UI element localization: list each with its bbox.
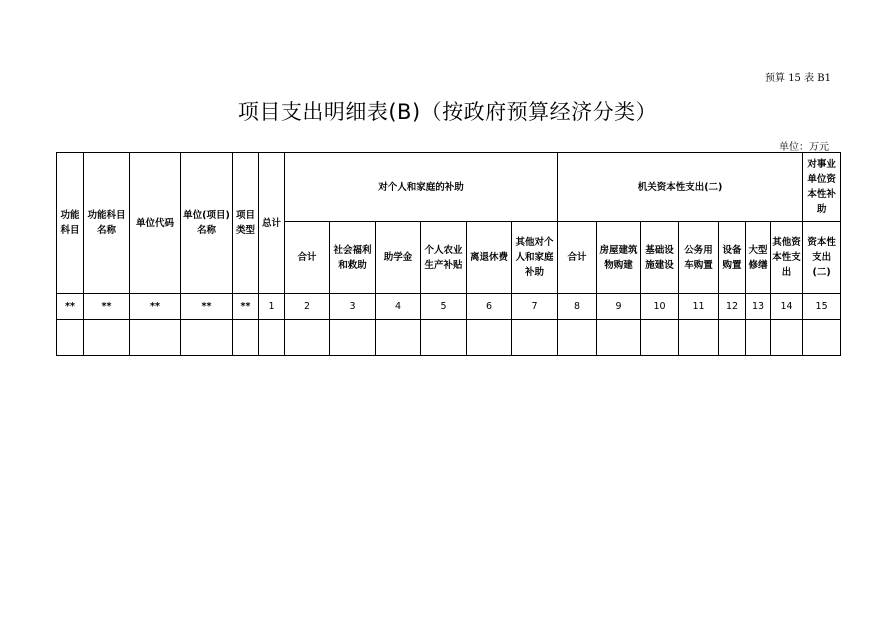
table-cell xyxy=(558,320,597,356)
col-header-unit-code: 单位代码 xyxy=(130,153,181,294)
col-header-equipment: 设备购置 xyxy=(719,222,746,294)
col-header-function-subject: 功能科目 xyxy=(57,153,84,294)
group-header-agency-capital: 机关资本性支出(二) xyxy=(558,153,803,222)
table-cell xyxy=(512,320,558,356)
group-header-enterprise-capital: 对事业单位资本性补助 xyxy=(803,153,841,222)
col-header-scholarship: 助学金 xyxy=(376,222,421,294)
col-header-infrastructure: 基础设施建设 xyxy=(641,222,679,294)
form-code: 预算 15 表 B1 xyxy=(765,73,831,84)
index-cell: 13 xyxy=(746,294,771,320)
col-header-capital-expense-2: 资本性支出(二) xyxy=(803,222,841,294)
table-cell xyxy=(679,320,719,356)
index-cell: 10 xyxy=(641,294,679,320)
col-header-unit-name: 单位(项目)名称 xyxy=(181,153,233,294)
table-cell xyxy=(746,320,771,356)
table-cell xyxy=(233,320,259,356)
index-cell: 8 xyxy=(558,294,597,320)
table-cell xyxy=(467,320,512,356)
index-cell: 15 xyxy=(803,294,841,320)
index-cell: 2 xyxy=(285,294,330,320)
unit-label: 单位：万元 xyxy=(779,142,829,153)
index-cell: 12 xyxy=(719,294,746,320)
col-header-agency-subtotal: 合计 xyxy=(558,222,597,294)
index-cell: ** xyxy=(84,294,130,320)
index-cell: ** xyxy=(57,294,84,320)
table-cell xyxy=(130,320,181,356)
col-header-total: 总计 xyxy=(259,153,285,294)
table-cell xyxy=(57,320,84,356)
index-cell: 6 xyxy=(467,294,512,320)
table-cell xyxy=(181,320,233,356)
page-title: 项目支出明细表(B)（按政府预算经济分类） xyxy=(237,100,658,124)
group-header-personal-subsidy: 对个人和家庭的补助 xyxy=(285,153,558,222)
header-row-groups xyxy=(57,153,841,222)
table-cell xyxy=(330,320,376,356)
index-cell: 14 xyxy=(771,294,803,320)
table-row xyxy=(57,320,841,356)
col-header-building: 房屋建筑物购建 xyxy=(597,222,641,294)
col-header-personal-subtotal: 合计 xyxy=(285,222,330,294)
index-cell: 7 xyxy=(512,294,558,320)
table-cell xyxy=(641,320,679,356)
table-cell xyxy=(719,320,746,356)
index-cell: 5 xyxy=(421,294,467,320)
index-cell: ** xyxy=(130,294,181,320)
table-cell xyxy=(421,320,467,356)
col-header-project-type: 项目类型 xyxy=(233,153,259,294)
col-header-social-welfare: 社会福利和救助 xyxy=(330,222,376,294)
col-header-other-personal: 其他对个人和家庭补助 xyxy=(512,222,558,294)
col-header-official-vehicle: 公务用车购置 xyxy=(679,222,719,294)
index-cell: 1 xyxy=(259,294,285,320)
col-header-other-capital: 其他资本性支出 xyxy=(771,222,803,294)
table-cell xyxy=(597,320,641,356)
index-cell: 3 xyxy=(330,294,376,320)
col-header-retirement: 离退休费 xyxy=(467,222,512,294)
col-header-agri-subsidy: 个人农业生产补贴 xyxy=(421,222,467,294)
table-cell xyxy=(285,320,330,356)
col-header-function-name: 功能科目名称 xyxy=(84,153,130,294)
col-header-major-repair: 大型修缮 xyxy=(746,222,771,294)
budget-table xyxy=(56,152,841,356)
table-cell xyxy=(771,320,803,356)
index-row xyxy=(57,294,841,320)
index-cell: 4 xyxy=(376,294,421,320)
table-cell xyxy=(376,320,421,356)
index-cell: 9 xyxy=(597,294,641,320)
table-cell xyxy=(803,320,841,356)
table-cell xyxy=(259,320,285,356)
index-cell: 11 xyxy=(679,294,719,320)
table-cell xyxy=(84,320,130,356)
index-cell: ** xyxy=(181,294,233,320)
index-cell: ** xyxy=(233,294,259,320)
